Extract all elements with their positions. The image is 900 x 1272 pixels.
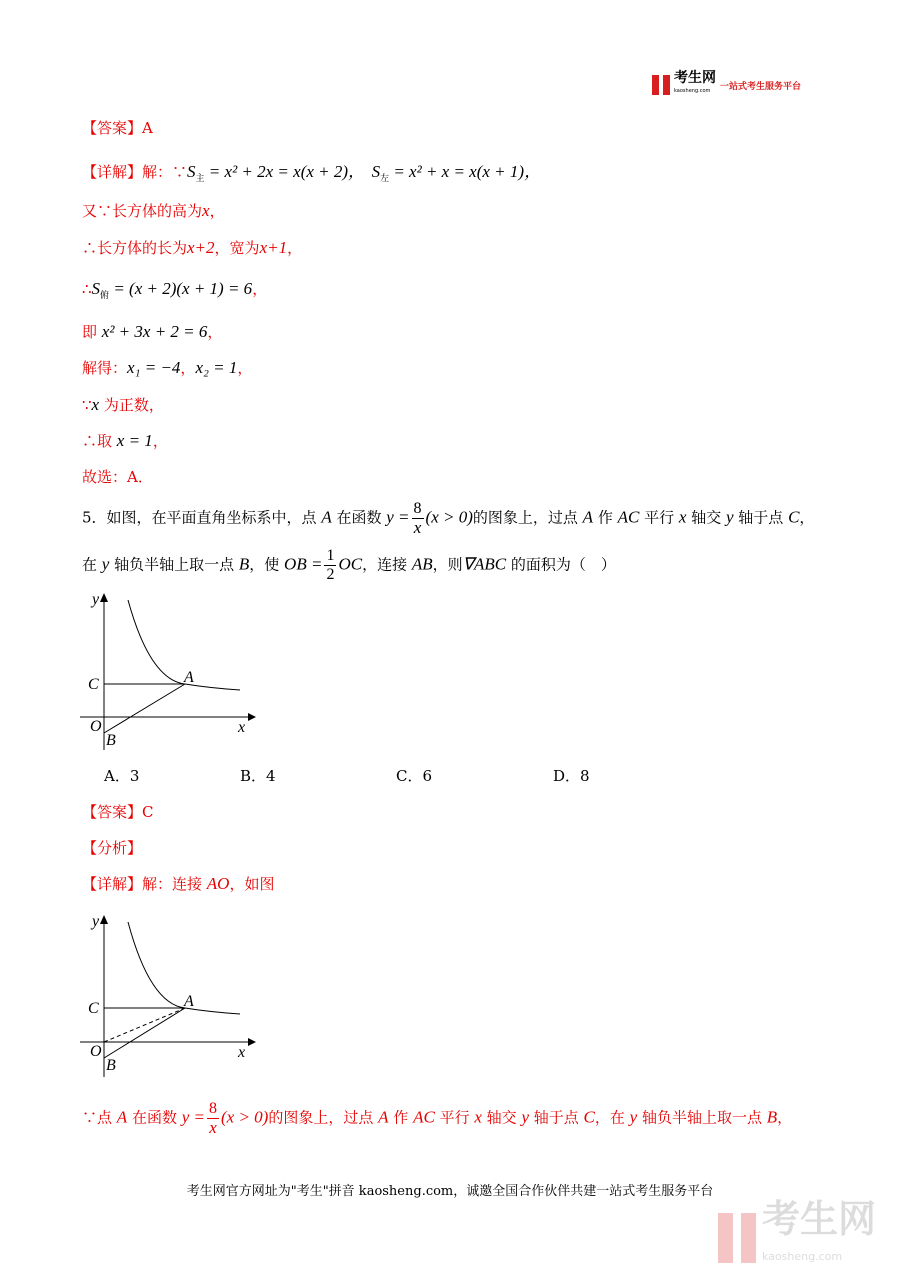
q4-line6: 解得：x₁ = −4，x₂ = 1， [82, 358, 253, 377]
logo-name: 考生网 [674, 70, 716, 86]
q5-stem-line1: 5．如图，在平面直角坐标系中，点 A 在函数 y = $\frac{8}{x}$ (x > 0)的图象上，过点 A 作 AC 平行 x 轴交 y 轴于点 C， [82, 500, 815, 537]
logo-domain: kaosheng.com [674, 88, 711, 94]
q4-line8: ∴取 x = 1， [82, 431, 168, 450]
svg-text:O: O [90, 1043, 102, 1060]
q5-analysis: 【分析】 [82, 839, 143, 857]
label-b: B [106, 732, 116, 749]
label-y: y [92, 591, 100, 608]
label-a: A [184, 669, 194, 686]
option-d: D．8 [553, 767, 590, 785]
option-b: B．4 [240, 767, 276, 785]
header-logo [652, 72, 801, 98]
q5-figure [80, 590, 260, 760]
q4-detail-line1: 【详解】解：$\because S_主 = x^2 + 2x = x(x + 2)$， $S_左 = x^2 + x = x(x + 1)$， [82, 162, 542, 184]
watermark: 考生网 kaosheng.com [718, 1200, 876, 1272]
q4-line4: $\therefore S_俯 = (x + 2)(x + 1) = 6$， [82, 279, 268, 301]
segment-ab [104, 684, 185, 733]
q5-detail: 【详解】解：连接 AO，如图 [82, 874, 275, 893]
q5-stem-line2: 在 y 轴负半轴上取一点 B，使 OB = $\frac{1}{2}$ OC，连接 AB，则∇ABC 的面积为（ ） [82, 547, 616, 583]
q5-solution-figure [80, 912, 260, 1082]
q4-answer: 【答案】A [82, 119, 153, 137]
label-o: O [90, 718, 102, 735]
q4-line5: 即 x² + 3x + 2 = 6， [82, 322, 223, 341]
q4-line9: 故选：A． [82, 468, 153, 486]
svg-text:x: x [238, 1044, 246, 1061]
svg-text:y: y [92, 913, 100, 930]
q4-line7: ∵x 为正数， [82, 395, 164, 414]
q5-detail-last-line: ∵点 A 在函数 y = $\frac{8}{x}$ (x > 0)的图象上，过点 A 作 AC 平行 x 轴交 y 轴于点 C，在 y 轴负半轴上取一点 B， [82, 1100, 793, 1137]
q4-line3: ∴长方体的长为x+2，宽为x+1， [82, 238, 303, 257]
svg-text:A: A [184, 993, 194, 1010]
logo-mark-icon [652, 75, 670, 95]
svg-text:C: C [88, 1000, 99, 1017]
label-c: C [88, 676, 99, 693]
q4-line2: 又∵长方体的高为x， [82, 201, 225, 220]
logo-slogan: 一站式考生服务平台 [720, 81, 802, 92]
option-c: C．6 [396, 767, 433, 785]
svg-text:B: B [106, 1057, 116, 1074]
option-a: A．3 [104, 767, 140, 785]
page-footer: 考生网官方网址为"考生"拼音 kaosheng.com，诚邀全国合作伙伴共建一站式考生服务平台 [186, 1184, 714, 1199]
q5-answer: 【答案】C [82, 803, 154, 821]
dashed-segment-ao [104, 1008, 185, 1042]
watermark-logo-icon [718, 1213, 756, 1263]
label-x: x [238, 719, 246, 736]
